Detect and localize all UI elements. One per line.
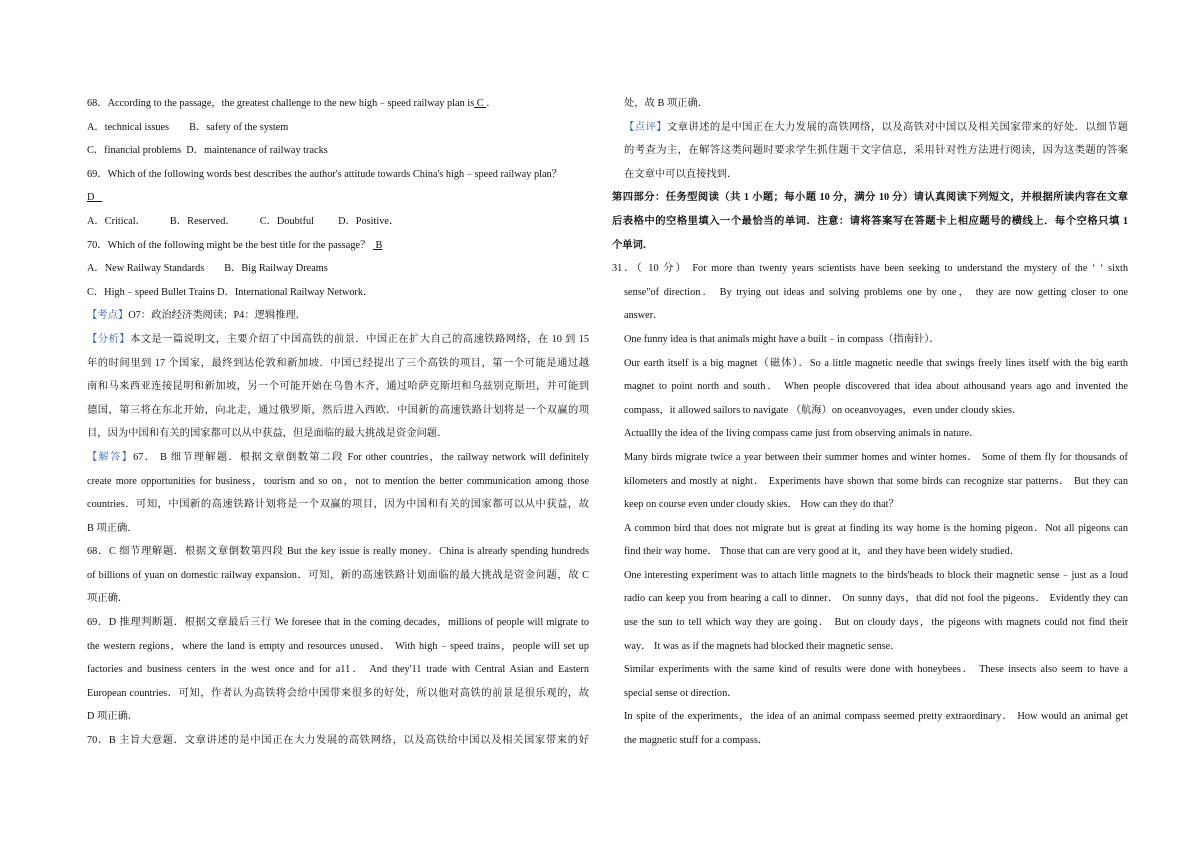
question-69: 69．Which of the following words best describes the author's attitude towards China's high﹣speed railway plan？ bbox=[87, 168, 562, 180]
passage-line-6: magnet to point north and south． When people discovered that idea about athousand years ago and invented the bbox=[624, 381, 1128, 393]
passage-line-8: Actuallly the idea of the living compass came just from observing animals in nature． bbox=[624, 428, 980, 440]
dianping-line-3: 在文章中可以直接找到． bbox=[624, 168, 738, 180]
fenxi-line-1 bbox=[87, 328, 589, 352]
option-c: C．financial problems bbox=[87, 145, 182, 157]
option-d: D．Positive． bbox=[338, 215, 400, 227]
jieda-line-3: countries．可知，中国新的高速铁路计划将是一个双赢的项目，因为中国和有关的国家都可以从中获益，故 bbox=[87, 499, 589, 511]
passage-line-11: keep on course even under cloudy skies． How can they do that？ bbox=[624, 499, 899, 511]
option-b: B．Big Railway Dreams bbox=[224, 263, 328, 275]
question-68-stem: 68．According to the passage，the greatest challenge to the new high﹣speed railway plan is bbox=[87, 98, 475, 109]
passage-line-16: use the sun to tell which way they are going． But on cloudy days，the pigeons with magnets could not find their bbox=[624, 617, 1128, 629]
kaodian-tag: 【考点】 bbox=[87, 310, 129, 322]
kaodian bbox=[87, 304, 589, 328]
dianping-tag: 【点评】 bbox=[624, 121, 667, 133]
option-b: B．safety of the system bbox=[189, 121, 289, 133]
option-d: D．maintenance of railway tracks bbox=[186, 145, 328, 157]
question-70-options bbox=[87, 257, 589, 281]
jieda-line-1 bbox=[87, 446, 589, 470]
option-a: A．Critical． bbox=[87, 215, 146, 227]
question-69-answer bbox=[87, 186, 589, 210]
question-68-answer: C bbox=[474, 98, 487, 109]
passage-line-20: In spite of the experiments，the idea of an animal compass seemed pretty extraordinary． How would an animal get bbox=[624, 711, 1128, 723]
passage-line-2: sense"of direction． By trying out ideas and solving problems one by one， they are now getting closer to one bbox=[624, 286, 1128, 298]
passage-line-14: One interesting experiment was to attach little magnets to the birds'heads to block their magnetic sense﹣just as a loud bbox=[624, 569, 1128, 581]
fenxi-line-5: 目，因为中国和有关的国家都可以从中获益，但是面临的最大挑战是资金问题． bbox=[87, 428, 448, 440]
passage-line-15: radio can keep you from hearing a call to dinner． On sunny days，that did not fool the pigeons． Evidently they can bbox=[624, 593, 1128, 605]
answer-70-continued: 处，故 B 项正确． bbox=[624, 98, 709, 109]
jieda-text-1: 67． B 细节理解题．根据文章倒数第二段 For other countries，the railway network will definitely bbox=[133, 451, 589, 463]
fenxi-line-4: 德国，第三将在东北开始，向北走，通过俄罗斯，然后进入西欧．中国新的高速铁路计划将是一个双赢的项 bbox=[87, 404, 589, 416]
question-70-stem: 70．Which of the following might be the best title for the passage？ bbox=[87, 239, 371, 251]
passage-line-13: find their way home． Those that can are very good at it，and they have been widely studied． bbox=[624, 546, 1021, 558]
jieda-tag: 【解答】 bbox=[87, 451, 134, 463]
question-70-answer: B bbox=[372, 239, 383, 251]
part4-line-2: 后表格中的空格里填入一个最恰当的单词．注意：请将答案写在答题卡上相应题号的横线上．每个空格只填 1 bbox=[612, 215, 1128, 227]
option-c: C．Doubtful bbox=[259, 215, 315, 227]
passage-line-10: kilometers and mostly at night． Experiments have shown that some birds can recognize star patterns． But they can bbox=[624, 475, 1128, 487]
question-69-options bbox=[87, 210, 589, 234]
option-a: A．New Railway Standards bbox=[87, 263, 205, 275]
answer-69-line-3: factories and business centers in the west once and for a11． And they'11 trade with Central Asian and Eastern bbox=[87, 664, 589, 676]
passage-line-1: 31．（ 10 分） For more than twenty years scientists have been seeking to understand the mystery of the ‘ ‘ sixth bbox=[612, 263, 1128, 275]
left-column bbox=[87, 92, 589, 753]
passage-line-3: answer． bbox=[624, 310, 664, 322]
question-68-stem-end: ． bbox=[486, 98, 497, 109]
dianping-line-1 bbox=[612, 116, 1128, 140]
answer-68-line-3: 项正确． bbox=[87, 593, 129, 605]
passage-line-12: A common bird that does not migrate but is great at finding its way home is the homing pigeon．Not all pigeons can bbox=[624, 522, 1128, 534]
question-69-answer-text: D bbox=[87, 192, 95, 204]
question-70-options-2: C．High﹣speed Bullet Trains D．International Railway Network． bbox=[87, 286, 374, 298]
answer-70-line-1: 70．B 主旨大意题．文章讲述的是中国正在大力发展的高铁网络，以及高铁给中国以及相关国家带来的好 bbox=[87, 735, 589, 747]
option-a: A．technical issues bbox=[87, 121, 170, 133]
answer-69-line-2: the western regions，where the land is empty and resources unused． With high﹣speed trains，people will set up bbox=[87, 640, 589, 652]
fenxi-text-1: 本文是一篇说明文，主要介绍了中国高铁的前景．中国正在扩大自己的高速铁路网络，在 10 到 15 bbox=[129, 333, 589, 345]
part4-line-1: 第四部分：任务型阅读（共 1 小题；每小题 10 分，满分 10 分）请认真阅读下列短文，并根据所读内容在文章 bbox=[612, 192, 1128, 204]
passage-line-9: Many birds migrate twice a year between their summer homes and winter homes． Some of them fly for thousands of bbox=[624, 451, 1128, 463]
part4-line-3: 个单词． bbox=[612, 239, 654, 251]
answer-68-line-2: of billions of yuan on domestic railway expansion．可知，新的高速铁路计划面临的最大挑战是资金问题，故 C bbox=[87, 569, 589, 581]
option-b: B．Reserved． bbox=[169, 215, 236, 227]
jieda-line-2: create more opportunities for business，tourism and so on，not to mention the better communication among those bbox=[87, 475, 589, 487]
answer-68-line-1: 68．C 细节理解题．根据文章倒数第四段 But the key issue is really money．China is already spending hundreds bbox=[87, 546, 589, 558]
right-column bbox=[612, 92, 1128, 753]
jieda-line-4: B 项正确． bbox=[87, 522, 138, 534]
passage-line-5: Our earth itself is a big magnet（磁体）．So a little magnetic needle that swings freely lines itself with the big earth bbox=[624, 357, 1128, 369]
answer-69-line-1: 69．D 推理判断题．根据文章最后三行 We foresee that in the coming decades，millions of people will migrate to bbox=[87, 617, 589, 629]
question-68 bbox=[87, 92, 589, 116]
fenxi-line-2: 年的时间里到 17 个国家，最终到达伦敦和新加坡．中国已经提出了三个高铁的项目，第一个可能是通过越 bbox=[87, 357, 589, 369]
passage-line-18: Similar experiments with the same kind of results were done with honeybees． These insects also seem to have a bbox=[624, 664, 1128, 676]
passage-line-4: One funny idea is that animals might have a built﹣in compass（指南针）． bbox=[624, 333, 940, 345]
passage-line-17: way． It was as if the magnets had blocked their magnetic sense． bbox=[624, 640, 901, 652]
passage-line-21: the magnetic stuff for a compass． bbox=[624, 735, 769, 747]
fenxi-line-3: 南和马来西亚连接昆明和新加坡，另一个可能开始在乌鲁木齐，通过哈萨克斯坦和乌兹别克斯坦，并可能到 bbox=[87, 381, 589, 393]
question-68-options bbox=[87, 116, 589, 140]
passage-line-19: special sense ot direction． bbox=[624, 687, 738, 699]
dianping-text-1: 文章讲述的是中国正在大力发展的高铁网络，以及高铁对中国以及相关国家带来的好处．以细节题 bbox=[666, 121, 1128, 133]
kaodian-text: O7：政治经济类阅读；P4：逻辑推理． bbox=[128, 310, 307, 322]
answer-69-line-4: European countries．可知，作者认为高铁将会给中国带来很多的好处，所以他对高铁的前景是很乐观的，故 bbox=[87, 687, 589, 699]
dianping-line-2: 的考查为主，在解答这类问题时要求学生抓住题干文字信息，采用针对性方法进行阅读，因为这类题的答案 bbox=[624, 145, 1128, 157]
fenxi-tag: 【分析】 bbox=[87, 333, 130, 345]
answer-69-line-5: D 项正确． bbox=[87, 711, 139, 723]
passage-line-7: compass，it allowed sailors to navigate （航海）on oceanvoyages，even under cloudy skies． bbox=[624, 404, 1023, 416]
question-68-options-2 bbox=[87, 139, 589, 163]
question-70 bbox=[87, 234, 589, 258]
